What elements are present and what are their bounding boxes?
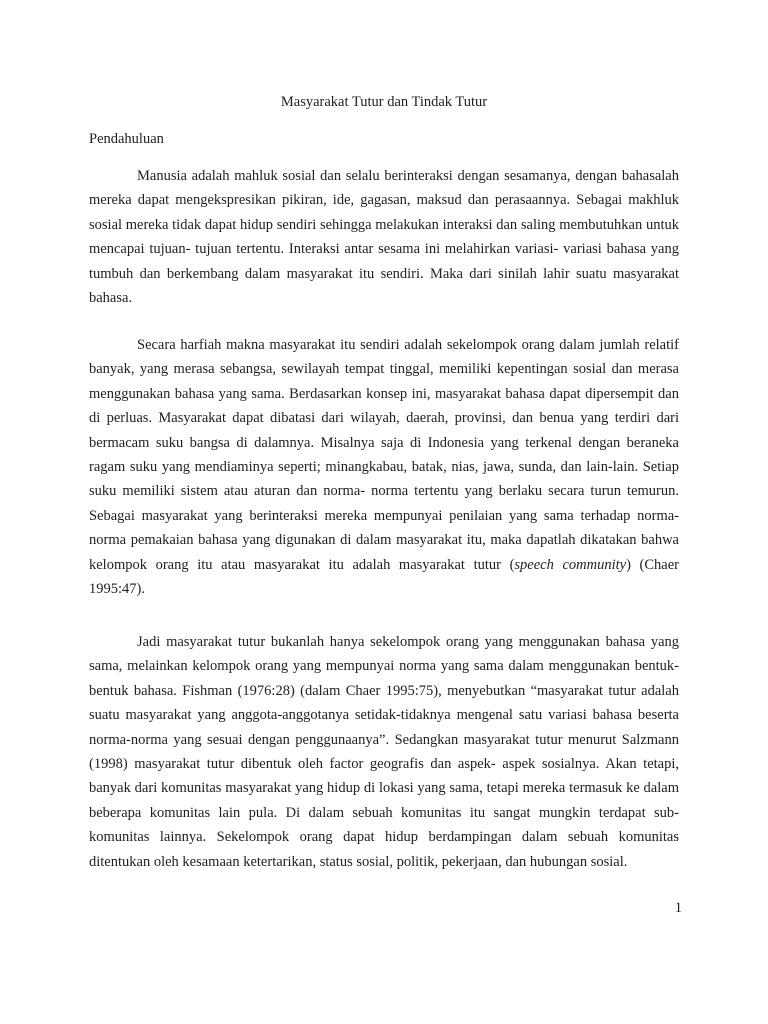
paragraph-2-italic-term: speech community bbox=[514, 556, 627, 573]
paragraph-3 bbox=[89, 630, 679, 874]
document-title: Masyarakat Tutur dan Tindak Tutur bbox=[280, 94, 488, 110]
paragraph-3-text: Jadi masyarakat tutur bukanlah hanya sekelompok orang yang menggunakan bahasa yang sama, melainkan kelompok orang yang mempunyai norma yang sama dalam menggunakan bentuk-bentuk bahasa. Fishman (1976:28) (dalam Chaer 1995:75), menyebutkan “masyarakat tutur adalah suatu masyarakat yang anggota-anggotanya setidak-tidaknya mengenal satu variasi bahasa beserta norma-norma yang sesuai dengan penggunaanya”. Sedangkan masyarakat tutur menurut Salzmann (1998) masyarakat tutur dibentuk oleh factor geografis dan aspek- aspek sosialnya. Akan tetapi, banyak dari komunitas masyarakat yang hidup di lokasi yang sama, tetapi mereka termasuk ke dalam beberapa komunitas lain pula. Di dalam sebuah komunitas itu sangat mungkin terdapat sub- komunitas lainnya. Sekelompok orang dapat hidup berdampingan dalam sebuah komunitas ditentukan oleh kesamaan ketertarikan, status sosial, politik, pekerjaan, dan hubungan sosial. bbox=[89, 634, 679, 870]
page-number: 1 bbox=[674, 900, 682, 916]
paragraph-2-citation: ) (Chaer 1995:47). bbox=[89, 556, 679, 598]
paragraph-1-text: Manusia adalah mahluk sosial dan selalu berinteraksi dengan sesamanya, dengan bahasalah mereka dapat mengekspresikan pikiran, ide, gagasan, maksud dan perasaannya. Sebagai makhluk sosial mereka tidak dapat hidup sendiri sehingga melakukan interaksi dan saling membutuhkan untuk mencapai tujuan- tujuan tertentu. Interaksi antar sesama ini melahirkan variasi- variasi bahasa yang tumbuh dan berkembang dalam masyarakat itu sendiri. Maka dari sinilah lahir suatu masyarakat bahasa. bbox=[89, 168, 679, 307]
paragraph-1 bbox=[89, 164, 679, 310]
section-heading: Pendahuluan bbox=[89, 131, 164, 147]
paragraph-2 bbox=[89, 333, 679, 601]
paragraph-2-text: Secara harfiah makna masyarakat itu sendiri adalah sekelompok orang dalam jumlah relatif banyak, yang merasa sebangsa, sewilayah tempat tinggal, memiliki kepentingan sosial dan merasa menggunakan bahasa yang sama. Berdasarkan konsep ini, masyarakat bahasa dapat dipersempit dan di perluas. Masyarakat dapat dibatasi dari wilayah, daerah, provinsi, dan benua yang terdiri dari bermacam suku bangsa di dalamnya. Misalnya saja di Indonesia yang terkenal dengan beraneka ragam suku yang mendiaminya seperti; minangkabau, batak, nias, jawa, sunda, dan lain-lain. Setiap suku memiliki sistem atau aturan dan norma- norma tertentu yang berlaku secara turun temurun. Sebagai masyarakat yang berinteraksi mereka mempunyai penilaian yang sama terhadap norma-norma pemakaian bahasa yang digunakan di dalam masyarakat itu, maka dapatlah dikatakan bahwa kelompok orang itu atau masyarakat itu adalah masyarakat tutur ( bbox=[89, 337, 679, 573]
